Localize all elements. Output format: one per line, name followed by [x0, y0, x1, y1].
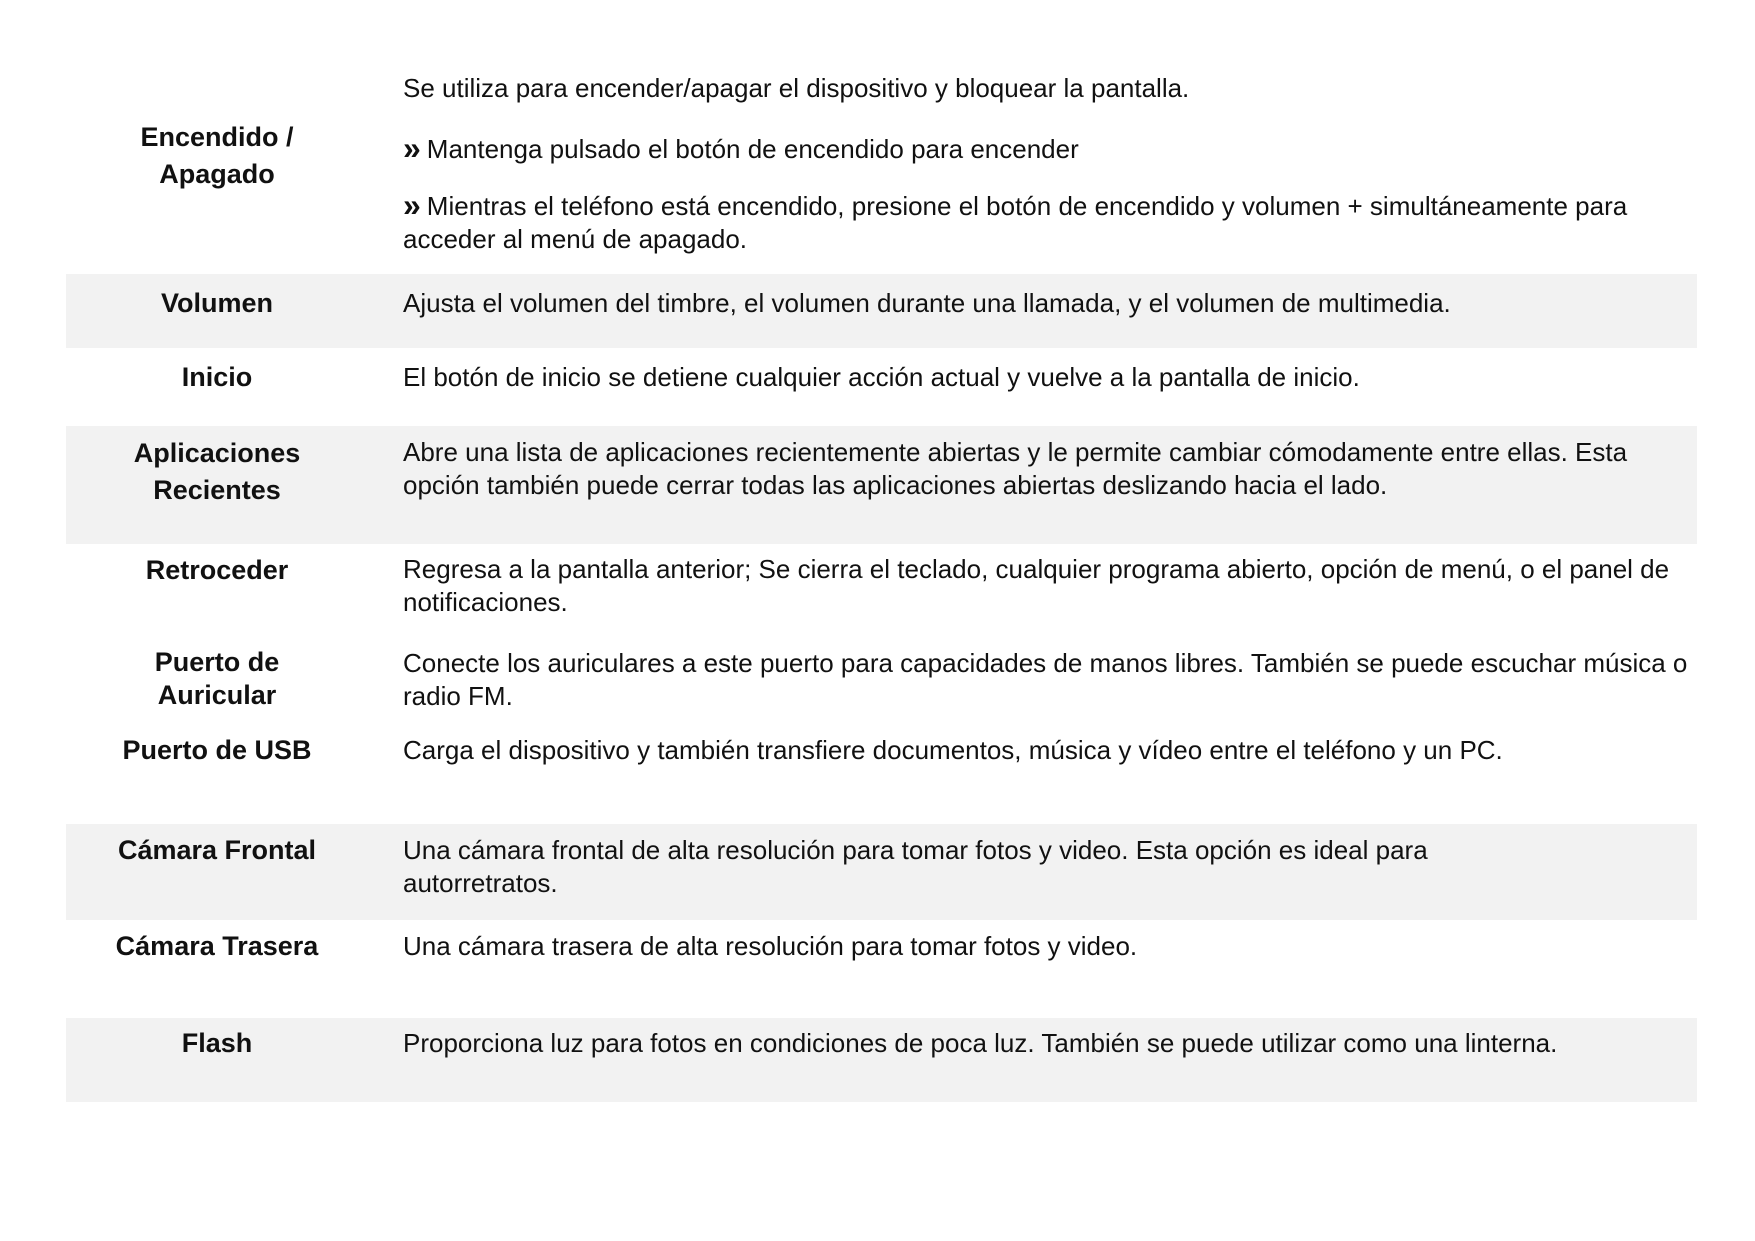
row-label-usb-port: Puerto de USB [122, 735, 312, 765]
table-row-home [66, 348, 1697, 426]
row-description-recent-apps: Abre una lista de aplicaciones recientemente abiertas y le permite cambiar cómodamente entre ellas. Esta opción también puede cerrar todas las aplicaciones abiertas deslizando hacia el lado. [403, 437, 1628, 500]
row-description-volume: Ajusta el volumen del timbre, el volumen durante una llamada, y el volumen de multimedia. [403, 288, 1451, 318]
row-description-headphone-port: Conecte los auriculares a este puerto para capacidades de manos libres. También se puede escuchar música o radio FM. [403, 648, 1688, 711]
bullet-text: Mientras el teléfono está encendido, presione el botón de encendido y volumen + simultáneamente para acceder al menú de apagado. [403, 191, 1628, 254]
row-label-power: Encendido / Apagado [140, 122, 294, 189]
row-description-text: Se utiliza para encender/apagar el dispositivo y bloquear la pantalla. [403, 73, 1190, 103]
row-label-home: Inicio [181, 362, 253, 392]
row-label-rear-camera: Cámara Trasera [115, 931, 319, 961]
row-description-home: El botón de inicio se detiene cualquier acción actual y vuelve a la pantalla de inicio. [403, 362, 1360, 392]
table-row-usb-port [66, 728, 1697, 824]
row-description-rear-camera: Una cámara trasera de alta resolución para tomar fotos y video. [403, 931, 1138, 961]
table-row-power [66, 66, 1697, 274]
table-row-headphone-port [66, 638, 1697, 728]
bullet-text: Mantenga pulsado el botón de encendido para encender [426, 134, 1079, 164]
row-label-headphone-port: Puerto de Auricular [154, 647, 280, 710]
bullet-item [403, 188, 1693, 256]
table-row-volume [66, 274, 1697, 348]
row-description-usb-port: Carga el dispositivo y también transfiere documentos, música y vídeo entre el teléfono y un PC. [403, 735, 1503, 765]
table-row-back [66, 544, 1697, 638]
row-label-flash: Flash [181, 1028, 253, 1058]
row-description-back: Regresa a la pantalla anterior; Se cierra el teclado, cualquier programa abierto, opción de menú, o el panel de notificaciones. [403, 554, 1670, 617]
table-row-recent-apps [66, 426, 1697, 544]
row-label-back: Retroceder [145, 555, 289, 585]
row-label-volume: Volumen [160, 288, 273, 318]
chevron-right-icon: » [403, 187, 421, 223]
chevron-right-icon: » [403, 130, 421, 166]
bullet-item [403, 131, 1693, 166]
table-row-flash [66, 1018, 1697, 1102]
row-description-power [403, 72, 1693, 256]
row-description-flash: Proporciona luz para fotos en condiciones de poca luz. También se puede utilizar como una linterna. [403, 1028, 1558, 1058]
table-row-front-camera [66, 824, 1697, 920]
table-row-rear-camera [66, 920, 1697, 1018]
row-label-recent-apps: Aplicaciones Recientes [133, 438, 301, 505]
row-description-front-camera: Una cámara frontal de alta resolución para tomar fotos y video. Esta opción es ideal para autorretratos. [403, 835, 1428, 898]
row-label-front-camera: Cámara Frontal [117, 835, 317, 865]
